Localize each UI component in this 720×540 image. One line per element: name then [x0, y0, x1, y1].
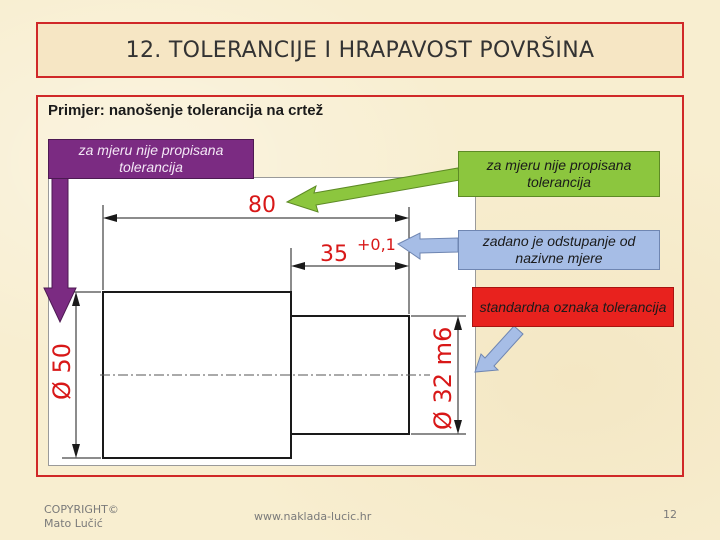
callout-deviation	[458, 230, 660, 270]
arrow-head-d50-bottom	[72, 444, 80, 458]
footer-website: www.naklada-lucic.hr	[254, 510, 372, 523]
callout-no-tolerance-left	[48, 139, 254, 179]
callout-deviation-text: zadano je odstupanje od nazivne mjere	[482, 233, 636, 266]
dimension-d50-label: Ø 50	[48, 342, 76, 400]
callout-no-tolerance-right-text: za mjeru nije propisana tolerancija	[486, 157, 632, 190]
arrow-head-35-left	[291, 262, 305, 270]
arrow-down-purple-icon	[44, 172, 76, 322]
callout-no-tolerance-left-text: za mjeru nije propisana tolerancija	[78, 142, 224, 175]
footer-copyright	[44, 503, 119, 531]
arrow-head-80-right	[395, 214, 409, 222]
dimension-35-tolerance: +0,1	[357, 235, 396, 254]
arrow-blue-icon	[398, 233, 458, 259]
subtitle: Primjer: nanošenje tolerancija na crtež	[48, 102, 324, 119]
callout-no-tolerance-right	[458, 151, 660, 197]
arrow-head-35-right	[395, 262, 409, 270]
callout-standard-tolerance	[472, 287, 674, 327]
arrow-green-icon	[287, 168, 460, 212]
dimension-35-label: 35	[320, 242, 348, 267]
page-number: 12	[663, 508, 677, 521]
copyright-author: Mato Lučić	[44, 517, 103, 530]
arrow-head-80-left	[103, 214, 117, 222]
dimension-80-label: 80	[248, 193, 276, 218]
arrow-blue-diagonal-icon	[475, 326, 523, 372]
copyright-label: COPYRIGHT©	[44, 503, 119, 516]
page-title: 12. TOLERANCIJE I HRAPAVOST POVRŠINA	[125, 37, 595, 63]
dimension-d32-label: Ø 32 m6	[429, 326, 457, 430]
callout-standard-tolerance-text: standardna oznaka tolerancija	[479, 298, 667, 315]
